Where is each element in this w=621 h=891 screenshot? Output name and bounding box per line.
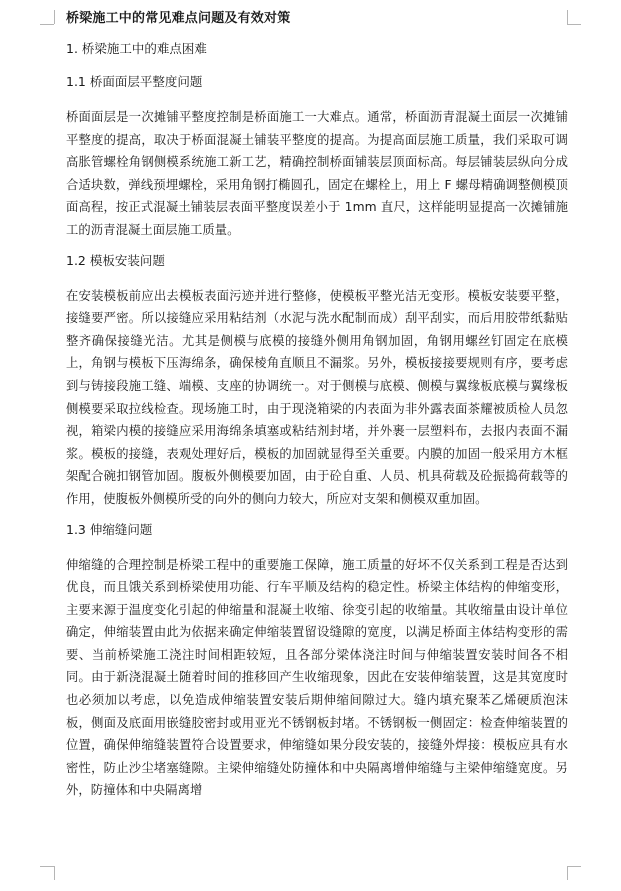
- section-heading-1: 1. 桥梁施工中的难点困难: [66, 41, 207, 56]
- crop-mark-bottom-right-h: [567, 866, 581, 867]
- subsection-heading-1-1: 1.1 桥面面层平整度问题: [66, 74, 203, 89]
- crop-mark-top-right-h: [567, 24, 581, 25]
- crop-mark-bottom-left-v: [54, 866, 55, 880]
- subsection-heading-1-2: 1.2 模板安装问题: [66, 252, 165, 268]
- document-body: [66, 10, 568, 802]
- paragraph-deck-flatness: 桥面面层是一次摊铺平整度控制是桥面施工一大难点。通常，桥面沥青混凝土面层一次摊铺平整度的提高，取决于桥面混凝土铺装平整度的提高。为提高面层施工质量，我们采取可调高胀管螺栓角钢侧模系统施工新工艺，精确控制桥面铺装层顶面标高。每层铺装层纵向分成合适块数，弹线预埋螺栓，采用角钢打椭圆孔，固定在螺栓上，用上 F 螺母精确调整侧模顶面高程，按正式混凝土铺装层表面平整度误差小于 1mm 直尺，这样能明显提高一次摊铺施工的沥青混凝土面层施工质量。: [66, 110, 568, 237]
- paragraph-formwork: 在安装模板前应出去模板表面污迹并进行整修，使模板平整光洁无变形。模板安装要平整，接缝要严密。所以接缝应采用粘结剂（水泥与洗水配制而成）刮平刮实，而后用胶带纸黏贴整齐确保接缝光洁。尤其是侧模与底模的接缝外侧用角钢加固，角钢用螺丝钉固定在底模上，角钢与模板下压海绵条，确保棱角直顺且不漏浆。另外，模板接接要规则有序，要考虑到与铸接段施工缝、端模、支座的协调统一。对于侧模与底模、侧模与翼缘板底模与翼缘板侧模要采取拉线检查。现场施工时，由于现浇箱梁的内表面为非外露表面茶耀被质检人员忽视，箱梁内模的接缝应采用海绵条填塞或粘结剂封堵，并外裹一层塑料布，去报内表面不漏浆。模板的接缝，表观处理好后，模板的加固就显得至关重要。内膜的加固一般采用方木框架配合碗扣钢管加固。腹板外侧模要加固，由于砼自重、人员、机具荷载及砼振捣荷载等的作用，使腹板外侧模所受的向外的侧向力较大，所应对支架和侧模双重加固。: [66, 288, 568, 506]
- crop-mark-bottom-left-h: [40, 866, 54, 867]
- crop-mark-top-left-v: [54, 10, 55, 24]
- subsection-heading-1-3: 1.3 伸缩缝问题: [66, 521, 153, 537]
- crop-mark-top-left-h: [40, 24, 54, 25]
- document-title: 桥梁施工中的常见难点问题及有效对策: [66, 11, 291, 26]
- paragraph-expansion-joint: 伸缩缝的合理控制是桥梁工程中的重要施工保障，施工质量的好坏不仅关系到工程是否达到优良，而且饿关系到桥梁使用功能、行车平顺及结构的稳定性。桥梁主体结构的伸缩变形，主要来源于温度变化引起的伸缩量和混凝土收缩、徐变引起的收缩量。其收缩量由设计单位确定，伸缩装置由此为依据来确定伸缩装置留设缝隙的宽度，以满足桥面主体结构变形的需要、当前桥梁施工浇注时间相距较短，且各部分梁体浇注时间与伸缩装置安装时间各不相同。由于新浇混凝土随着时间的推移回产生收缩现象，因此在安装伸缩装置，这是其宽度时也必须加以考虑，以免造成伸缩装置安装后期伸缩间隙过大。缝内填充聚苯乙烯硬质泡沫板，侧面及底面用嵌缝胶密封或用亚光不锈钢板封堵。不锈钢板一侧固定：检查伸缩装置的位置，确保伸缩缝装置符合设置要求，伸缩缝如果分段安装的，接缝外焊接：模板应具有水密性，防止沙尘堵塞缝隙。主梁伸缩缝处防撞体和中央隔离增伸缩缝与主梁伸缩缝宽度。另外，防撞体和中央隔离增: [66, 557, 568, 798]
- crop-mark-bottom-right-v: [567, 866, 568, 880]
